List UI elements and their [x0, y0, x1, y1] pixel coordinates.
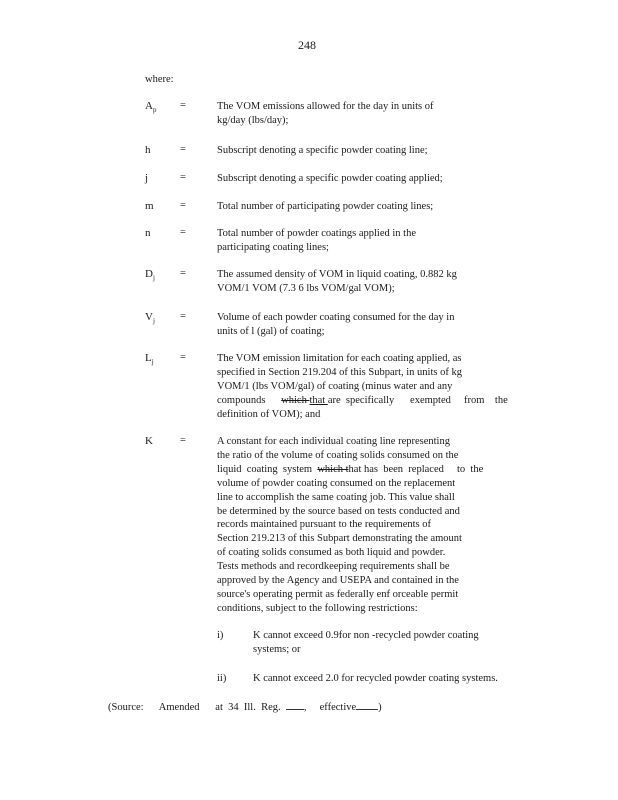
definition-lj: The VOM emission limitation for each coating applied, as specified in Section 219.204 of this Subpart, in units of kg VOM/1 (lbs VOM/gal) of coating (minus water and any compounds which that are specifically exempted from the definition of VOM); and: [217, 353, 508, 420]
equals-sign: =: [180, 172, 186, 183]
symbol-vj: $V_j$: [145, 311, 155, 326]
symbol-h: h: [145, 144, 151, 156]
symbol-n: n: [145, 227, 151, 239]
symbol-m: m: [145, 200, 154, 212]
symbol-lj: $L_j$: [145, 352, 154, 367]
source-note: (Source: Amended at 34 Ill. Reg. , effective ): [108, 702, 382, 713]
equals-sign: =: [180, 268, 186, 279]
equals-sign: =: [180, 200, 186, 211]
blank-field: [286, 700, 304, 710]
definition-j: Subscript denoting a specific powder coating applied;: [217, 173, 443, 184]
restriction-number: ii): [217, 673, 227, 684]
page-number: 248: [298, 38, 316, 52]
definition-vj: Volume of each powder coating consumed for the day in units of l (gal) of coating;: [217, 312, 455, 337]
definition-m: Total number of participating powder coating lines;: [217, 201, 434, 212]
struck-text: which t: [317, 463, 349, 475]
definition-k: A constant for each individual coating line representing the ratio of the volume of coating solids consumed on the liquid coating system which that has been replaced to the volume of powder coating consumed on the replacement line to accomplish the same coating job. This value shall be determined by the source based on tests conducted and records maintained pursuant to the requirements of Section 219.213 of this Subpart demonstrating the amount of coating solids consumed as both liquid and powder. Tests methods and recordkeeping requirements shall be approved by the Agency and USEPA and contained in the source's operating permit as federally enf orceable permit conditions, subject to the following restrictions:: [217, 436, 484, 614]
equals-sign: =: [180, 100, 186, 111]
definition-n: Total number of powder coatings applied in the participating coating lines;: [217, 228, 417, 253]
inserted-text: that: [309, 394, 328, 406]
equals-sign: =: [180, 352, 186, 363]
symbol-k: K: [145, 435, 153, 447]
blank-field: [356, 700, 378, 710]
symbol-ap: $A_p$: [145, 100, 157, 115]
where-label: where:: [145, 74, 174, 85]
equals-sign: =: [180, 144, 186, 155]
restriction-number: i): [217, 630, 224, 641]
equals-sign: =: [180, 227, 186, 238]
restriction-item: K cannot exceed 2.0 for recycled powder coating systems.: [253, 673, 498, 684]
equals-sign: =: [180, 311, 186, 322]
definition-h: Subscript denoting a specific powder coating line;: [217, 145, 428, 156]
equals-sign: =: [180, 435, 186, 446]
symbol-j: j: [145, 172, 149, 184]
restriction-item: K cannot exceed 0.9for non -recycled powder coating systems; or: [253, 630, 479, 655]
symbol-dj: $D_j$: [145, 268, 155, 283]
struck-text: which: [281, 394, 310, 406]
definition-dj: The assumed density of VOM in liquid coating, 0.882 kg VOM/1 VOM (7.3 6 lbs VOM/gal VOM);: [217, 269, 457, 294]
definition-ap: The VOM emissions allowed for the day in units of kg/day (lbs/day);: [217, 101, 434, 126]
